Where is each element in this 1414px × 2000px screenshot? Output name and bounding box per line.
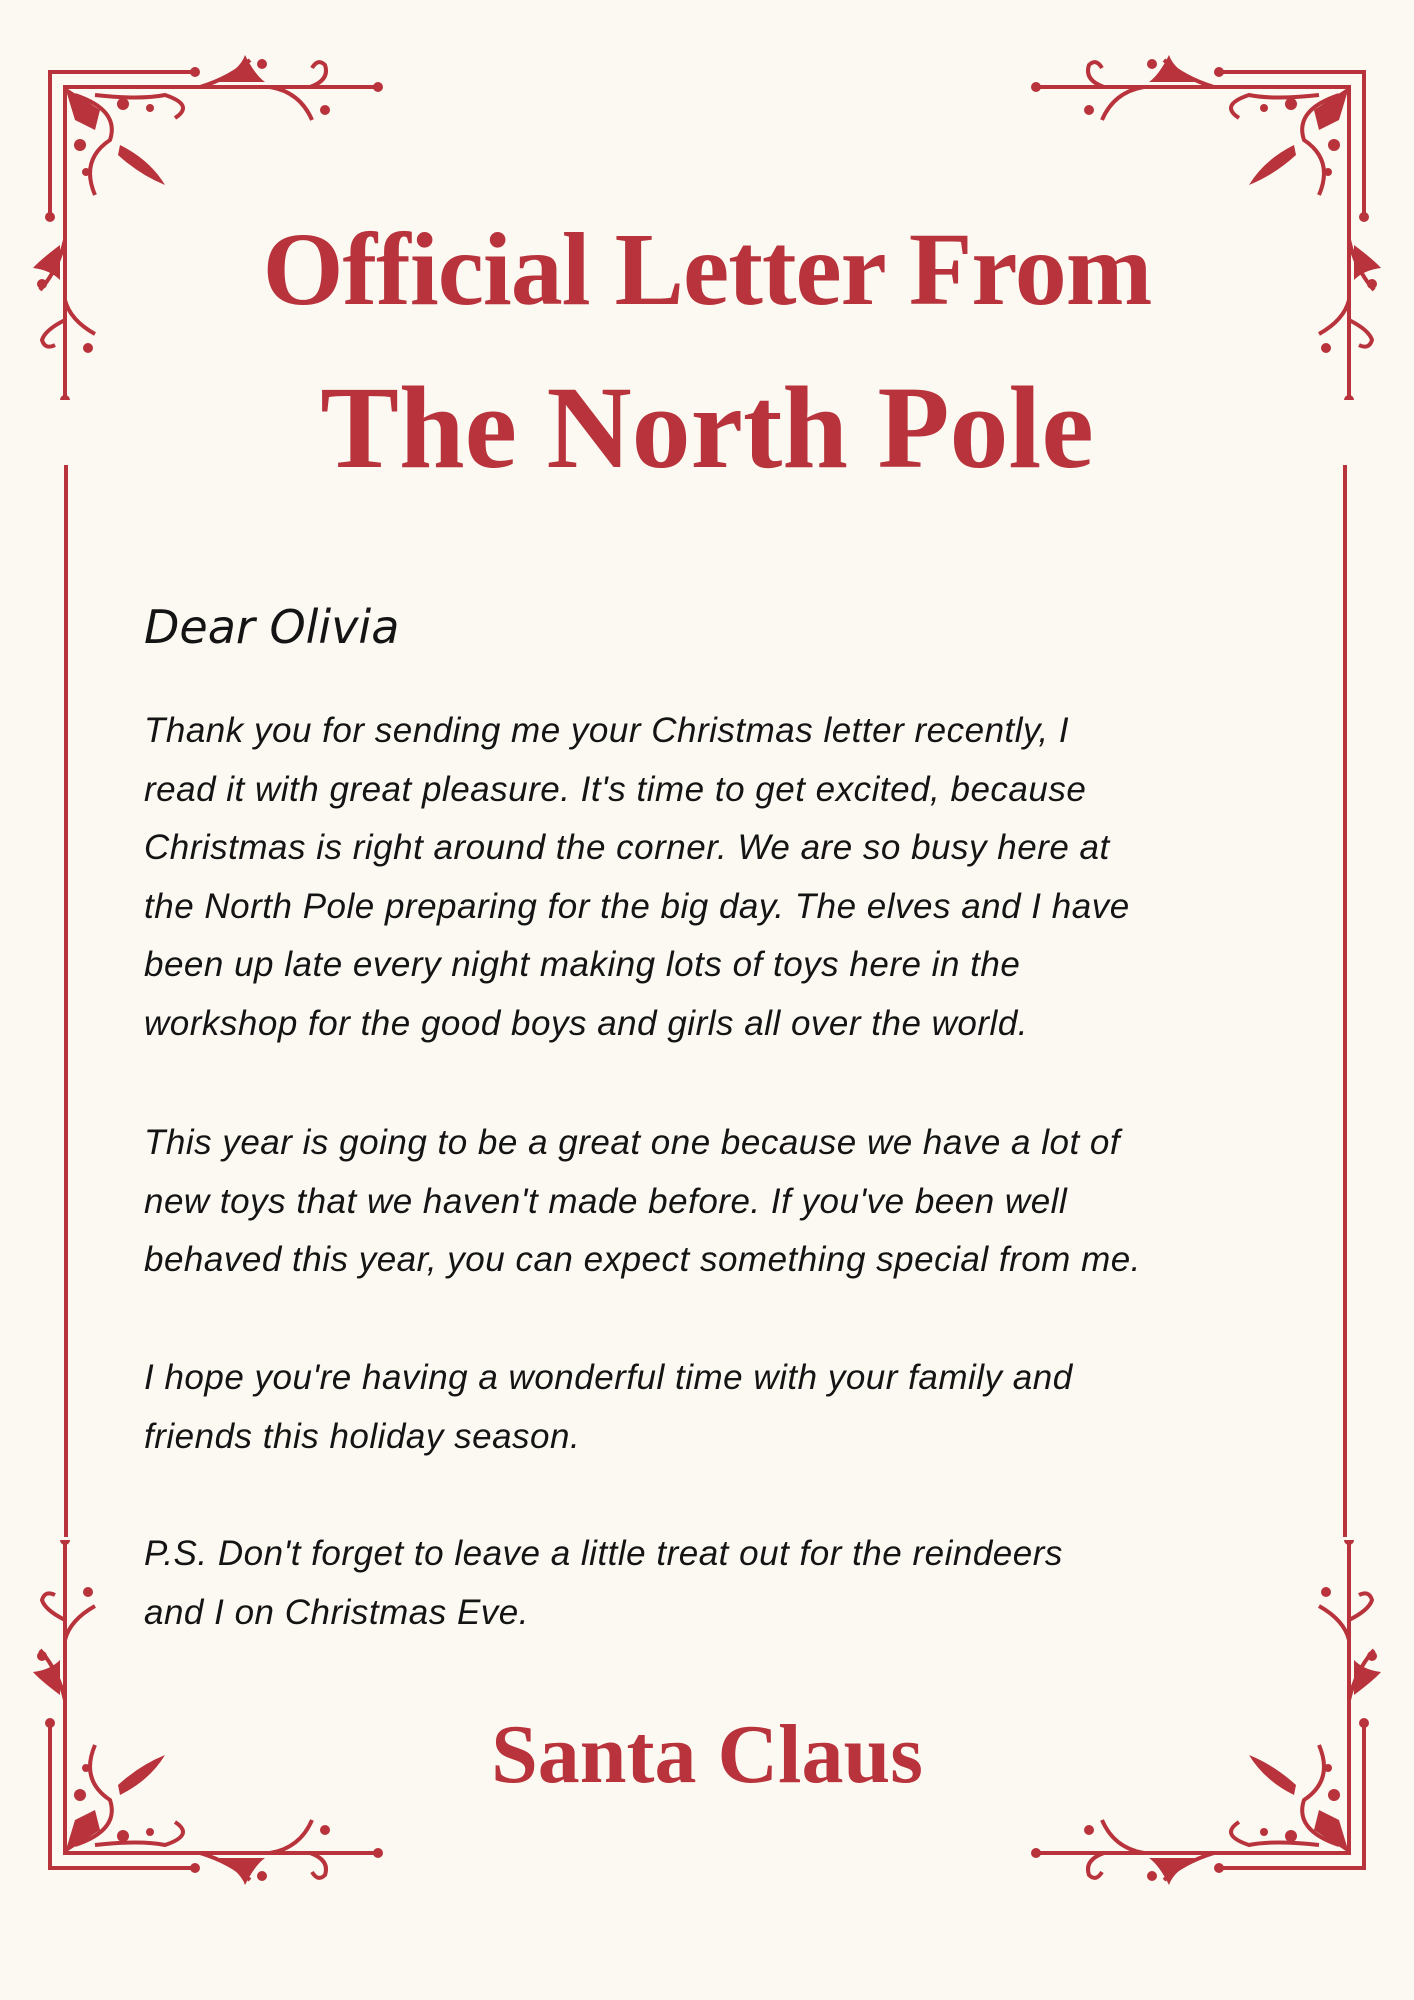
postscript <box>144 1525 1063 1642</box>
greeting: Dear Olivia <box>144 600 400 654</box>
flourish-icon <box>1014 0 1414 400</box>
corner-ornament-top-left <box>0 0 400 400</box>
border-line-right <box>1343 465 1347 1537</box>
text-line: been up late every night making lots of toys here in the <box>144 945 1021 985</box>
text-line: This year is going to be a great one because we have a lot of <box>144 1123 1121 1162</box>
text-line: I hope you're having a wonderful time with your family and <box>144 1358 1073 1397</box>
paragraph-1 <box>144 702 1130 1054</box>
border-line-left <box>64 465 68 1537</box>
paragraph-3 <box>144 1349 1073 1466</box>
text-line: Thank you for sending me your Christmas letter recently, I <box>144 711 1070 750</box>
corner-ornament-top-right <box>1014 0 1414 400</box>
text-line: behaved this year, you can expect something special from me. <box>144 1240 1141 1280</box>
text-line: the North Pole preparing for the big day. The elves and I have <box>144 886 1130 926</box>
signature: Santa Claus <box>491 1708 923 1801</box>
text-line: friends this holiday season. <box>144 1416 581 1456</box>
text-line: Christmas is right around the corner. We are so busy here at <box>144 828 1110 868</box>
text-line: read it with great pleasure. It's time to get excited, because <box>144 769 1087 809</box>
text-line: and I on Christmas Eve. <box>144 1592 529 1632</box>
title-line-2: The North Pole <box>320 362 1094 493</box>
flourish-icon <box>0 0 400 400</box>
text-line: workshop for the good boys and girls all over the world. <box>144 1003 1029 1043</box>
paragraph-2 <box>144 1114 1141 1290</box>
text-line: P.S. Don't forget to leave a little treat out for the reindeers <box>144 1534 1063 1573</box>
title-line-1: Official Letter From <box>262 212 1152 327</box>
text-line: new toys that we haven't made before. If you've been well <box>144 1181 1068 1221</box>
